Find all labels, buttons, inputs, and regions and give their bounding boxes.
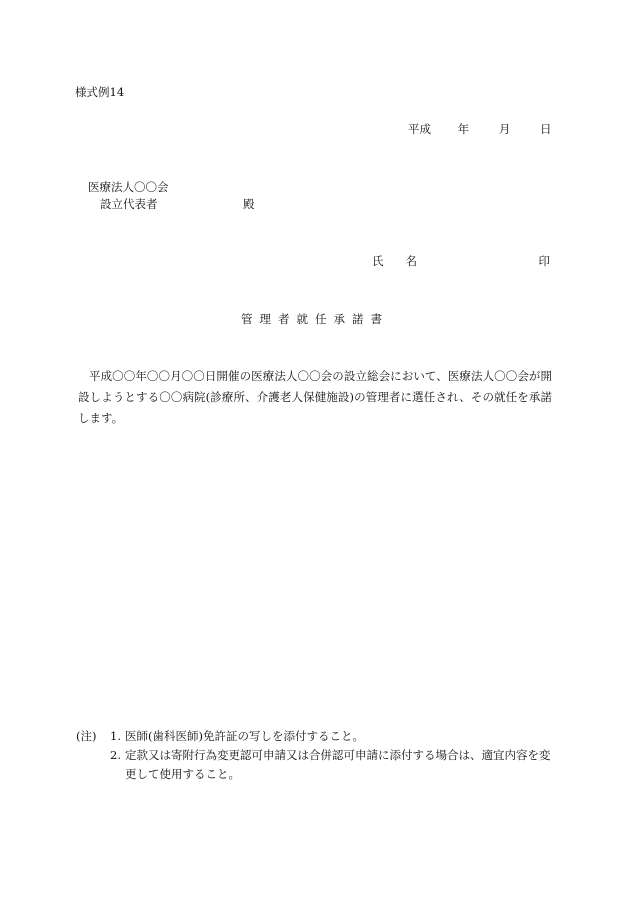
honorific: 殿 [243, 197, 255, 211]
signature-name-char-1: 氏 [372, 254, 384, 268]
signature-line [372, 256, 550, 268]
note-item [76, 746, 556, 784]
form-number: 様式例14 [75, 85, 125, 99]
addressee-representative [100, 199, 255, 211]
signature-name-label [372, 256, 417, 268]
date-day-label: 日 [539, 122, 552, 136]
addressee-organization: 医療法人〇〇会 [88, 180, 169, 194]
body-text: 平成〇〇年〇〇月〇〇日開催の医療法人〇〇会の設立総会において、医療法人〇〇会が開設しようとする〇〇病院(診療所、介護老人保健施設)の管理者に選任され、その就任を承諾します。 [78, 369, 552, 425]
seal-mark: 印 [538, 254, 550, 268]
document-title: 管理者就任承諾書 [241, 312, 389, 326]
note-item [76, 727, 556, 746]
note-number: 1. [110, 729, 121, 743]
date-line [408, 124, 551, 136]
date-month-label: 月 [498, 122, 511, 136]
signature-name-char-2: 名 [405, 254, 417, 268]
date-era: 平成 [408, 122, 431, 136]
note-text: 定款又は寄附行為変更認可申請又は合併認可申請に添付する場合は、適宜内容を変更して使用すること。 [125, 748, 551, 781]
note-number: 2. [110, 748, 121, 762]
date-year-label: 年 [457, 122, 470, 136]
note-text: 医師(歯科医師)免許証の写しを添付すること。 [125, 729, 364, 743]
representative-title: 設立代表者 [100, 197, 158, 211]
notes-prefix: (注) [76, 729, 97, 743]
notes-section [76, 727, 556, 784]
